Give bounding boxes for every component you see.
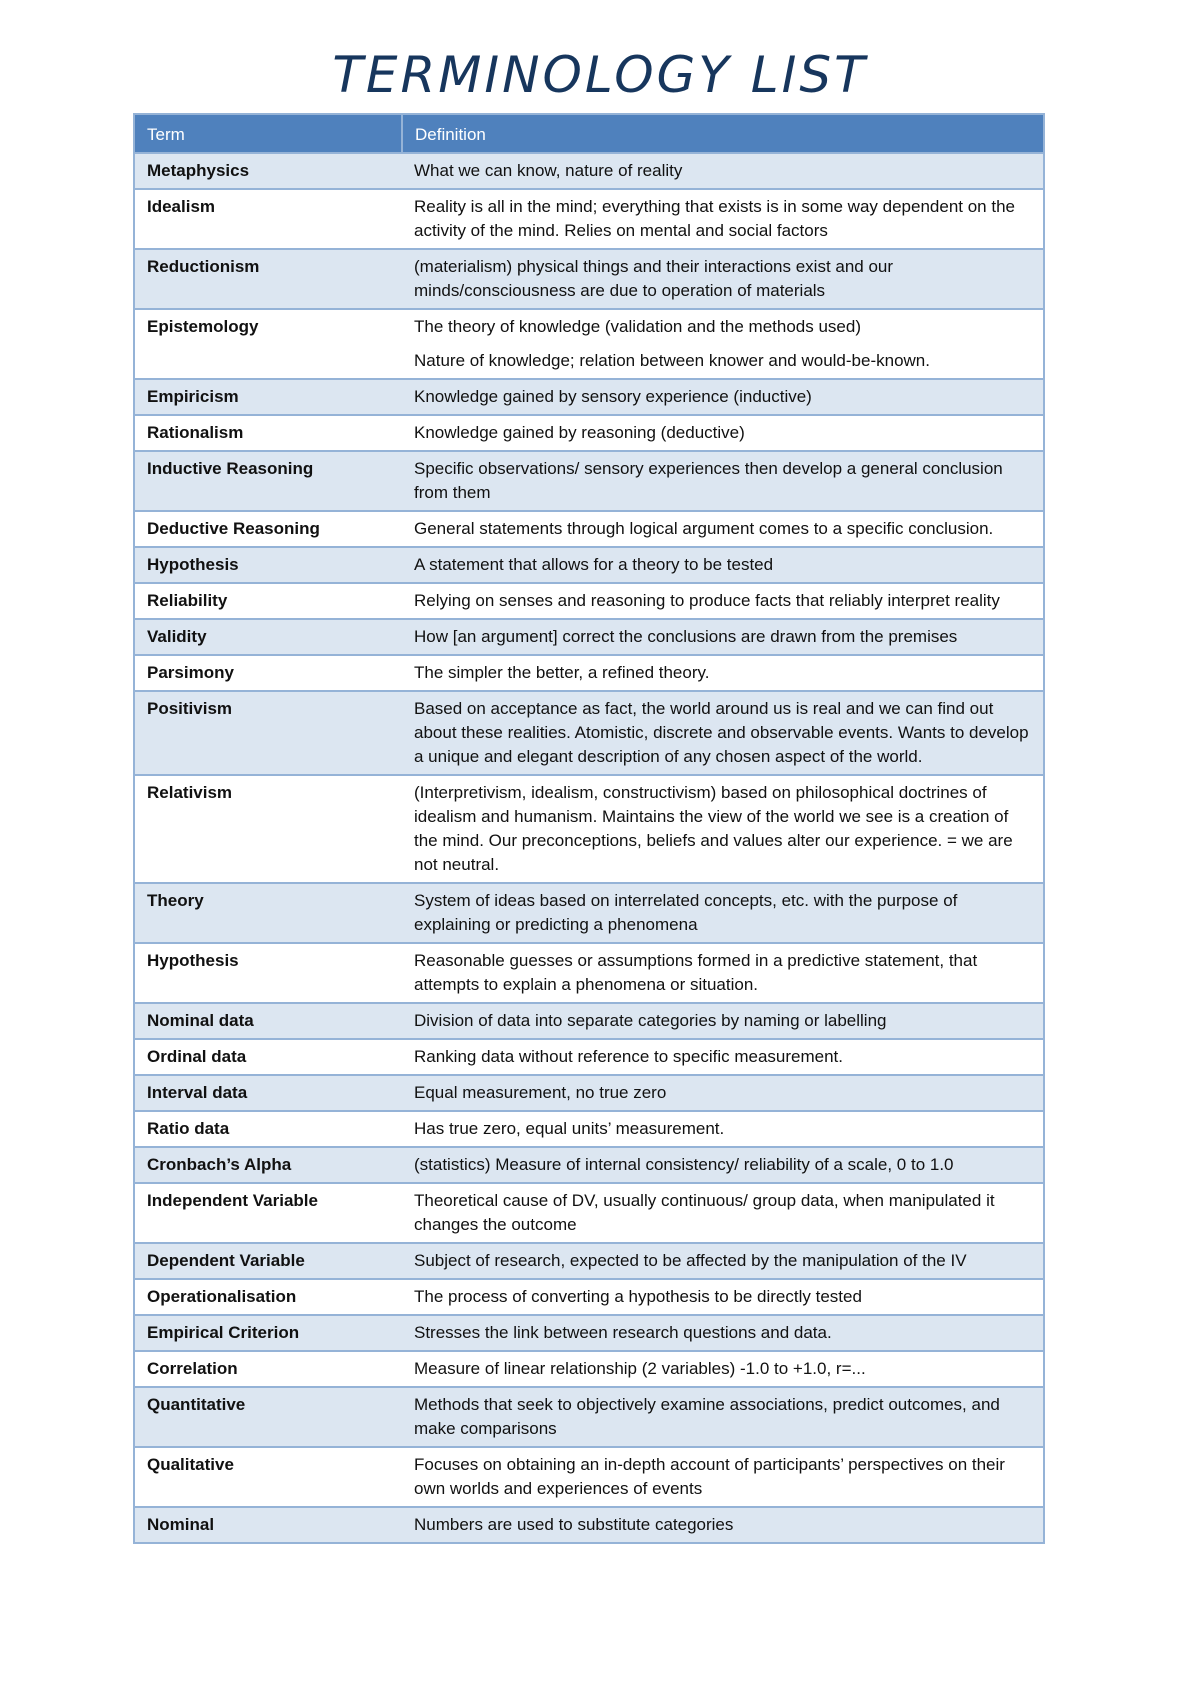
term-cell: Relativism xyxy=(134,775,402,883)
definition-text: The simpler the better, a refined theory. xyxy=(414,663,710,682)
term-cell: Qualitative xyxy=(134,1447,402,1507)
term-cell: Independent Variable xyxy=(134,1183,402,1243)
definition-text: Relying on senses and reasoning to produce facts that reliably interpret reality xyxy=(414,591,1000,610)
definition-cell xyxy=(402,1111,1044,1147)
definition-cell xyxy=(402,1315,1044,1351)
definition-cell xyxy=(402,775,1044,883)
page-title: TERMINOLOGY LIST xyxy=(332,46,868,104)
term-cell: Deductive Reasoning xyxy=(134,511,402,547)
table-row xyxy=(134,619,1044,655)
term-cell: Dependent Variable xyxy=(134,1243,402,1279)
terminology-table xyxy=(133,113,1045,1544)
definition-text: Knowledge gained by reasoning (deductive) xyxy=(414,423,745,442)
table-row xyxy=(134,775,1044,883)
definition-cell xyxy=(402,1447,1044,1507)
term-cell: Parsimony xyxy=(134,655,402,691)
definition-text: Based on acceptance as fact, the world around us is real and we can find out about these realities. Atomistic, discrete and observable events. Wants to develop a unique and elegant description of any chosen aspect of the world. xyxy=(414,699,1029,766)
term-cell: Theory xyxy=(134,883,402,943)
definition-cell xyxy=(402,415,1044,451)
definition-text: Knowledge gained by sensory experience (inductive) xyxy=(414,387,812,406)
term-cell: Metaphysics xyxy=(134,153,402,189)
definition-text: Reality is all in the mind; everything that exists is in some way dependent on the activity of the mind. Relies on mental and social factors xyxy=(414,197,1015,240)
term-cell: Idealism xyxy=(134,189,402,249)
term-cell: Operationalisation xyxy=(134,1279,402,1315)
definition-cell xyxy=(402,451,1044,511)
term-cell: Inductive Reasoning xyxy=(134,451,402,511)
term-cell: Reductionism xyxy=(134,249,402,309)
table-row xyxy=(134,309,1044,379)
definition-cell xyxy=(402,1387,1044,1447)
term-cell: Quantitative xyxy=(134,1387,402,1447)
term-cell: Validity xyxy=(134,619,402,655)
definition-text: Numbers are used to substitute categories xyxy=(414,1515,734,1534)
term-cell: Empirical Criterion xyxy=(134,1315,402,1351)
definition-cell xyxy=(402,1147,1044,1183)
definition-text: Theoretical cause of DV, usually continuous/ group data, when manipulated it changes the outcome xyxy=(414,1191,995,1234)
table-row xyxy=(134,1447,1044,1507)
definition-text: Methods that seek to objectively examine associations, predict outcomes, and make comparisons xyxy=(414,1395,1000,1438)
term-cell: Ordinal data xyxy=(134,1039,402,1075)
column-header-term: Term xyxy=(134,114,402,153)
table-row xyxy=(134,1351,1044,1387)
column-header-definition: Definition xyxy=(402,114,1044,153)
table-row xyxy=(134,1279,1044,1315)
definition-text: Measure of linear relationship (2 variables) -1.0 to +1.0, r=... xyxy=(414,1359,866,1378)
term-cell: Epistemology xyxy=(134,309,402,379)
term-cell: Rationalism xyxy=(134,415,402,451)
definition-cell xyxy=(402,943,1044,1003)
term-cell: Positivism xyxy=(134,691,402,775)
term-cell: Ratio data xyxy=(134,1111,402,1147)
definition-cell xyxy=(402,1279,1044,1315)
term-cell: Nominal xyxy=(134,1507,402,1543)
table-row xyxy=(134,1075,1044,1111)
definition-text: Has true zero, equal units’ measurement. xyxy=(414,1119,725,1138)
term-cell: Correlation xyxy=(134,1351,402,1387)
term-cell: Hypothesis xyxy=(134,547,402,583)
definition-cell xyxy=(402,883,1044,943)
definition-text: Focuses on obtaining an in-depth account of participants’ perspectives on their own worlds and experiences of events xyxy=(414,1455,1005,1498)
table-row xyxy=(134,1243,1044,1279)
definition-cell xyxy=(402,511,1044,547)
term-cell: Cronbach’s Alpha xyxy=(134,1147,402,1183)
definition-text: (materialism) physical things and their interactions exist and our minds/consciousness are due to operation of materials xyxy=(414,257,894,300)
definition-text: The theory of knowledge (validation and the methods used) xyxy=(414,317,861,336)
definition-cell xyxy=(402,189,1044,249)
table-row xyxy=(134,1003,1044,1039)
table-row xyxy=(134,1507,1044,1543)
table-row xyxy=(134,1039,1044,1075)
definition-cell xyxy=(402,249,1044,309)
table-row xyxy=(134,415,1044,451)
table-row xyxy=(134,583,1044,619)
term-cell: Nominal data xyxy=(134,1003,402,1039)
definition-cell xyxy=(402,379,1044,415)
table-row xyxy=(134,655,1044,691)
table-row xyxy=(134,451,1044,511)
definition-cell xyxy=(402,1507,1044,1543)
table-row xyxy=(134,1315,1044,1351)
definition-text: General statements through logical argument comes to a specific conclusion. xyxy=(414,519,994,538)
table-row xyxy=(134,1111,1044,1147)
table-row xyxy=(134,943,1044,1003)
table-row xyxy=(134,1147,1044,1183)
table-row xyxy=(134,883,1044,943)
definition-cell xyxy=(402,1075,1044,1111)
table-row xyxy=(134,691,1044,775)
definition-cell xyxy=(402,691,1044,775)
term-cell: Interval data xyxy=(134,1075,402,1111)
definition-cell xyxy=(402,1183,1044,1243)
table-row xyxy=(134,189,1044,249)
definition-text: A statement that allows for a theory to be tested xyxy=(414,555,774,574)
definition-text: What we can know, nature of reality xyxy=(414,161,683,180)
definition-text: System of ideas based on interrelated concepts, etc. with the purpose of explaining or predicting a phenomena xyxy=(414,891,958,934)
table-row xyxy=(134,1387,1044,1447)
definition-text: Subject of research, expected to be affected by the manipulation of the IV xyxy=(414,1251,967,1270)
definition-cell xyxy=(402,583,1044,619)
table-row xyxy=(134,511,1044,547)
definition-text: (Interpretivism, idealism, constructivism) based on philosophical doctrines of idealism and humanism. Maintains the view of the world we see is a creation of the mind. Our preconceptions, beliefs and values alter our experience. = we are not neutral. xyxy=(414,783,1013,874)
table-row xyxy=(134,153,1044,189)
definition-text: Division of data into separate categories by naming or labelling xyxy=(414,1011,887,1030)
definition-cell xyxy=(402,619,1044,655)
definition-text: (statistics) Measure of internal consistency/ reliability of a scale, 0 to 1.0 xyxy=(414,1155,954,1174)
table-row xyxy=(134,379,1044,415)
term-cell: Reliability xyxy=(134,583,402,619)
definition-text: Stresses the link between research questions and data. xyxy=(414,1323,832,1342)
definition-cell xyxy=(402,1003,1044,1039)
term-cell: Empiricism xyxy=(134,379,402,415)
definition-cell xyxy=(402,1351,1044,1387)
table-header-row xyxy=(134,114,1044,153)
definition-cell xyxy=(402,547,1044,583)
definition-cell xyxy=(402,1039,1044,1075)
definition-text: Ranking data without reference to specific measurement. xyxy=(414,1047,844,1066)
table-row xyxy=(134,1183,1044,1243)
definition-text: Equal measurement, no true zero xyxy=(414,1083,667,1102)
definition-text: The process of converting a hypothesis to be directly tested xyxy=(414,1287,862,1306)
table-body xyxy=(134,153,1044,1543)
definition-text: Nature of knowledge; relation between knower and would-be-known. xyxy=(414,351,930,370)
table-row xyxy=(134,249,1044,309)
definition-text: Reasonable guesses or assumptions formed in a predictive statement, that attempts to explain a phenomena or situation. xyxy=(414,951,978,994)
definition-cell xyxy=(402,1243,1044,1279)
table-row xyxy=(134,547,1044,583)
definition-text: How [an argument] correct the conclusions are drawn from the premises xyxy=(414,627,958,646)
definition-cell xyxy=(402,309,1044,379)
definition-text: Specific observations/ sensory experiences then develop a general conclusion from them xyxy=(414,459,1003,502)
definition-cell xyxy=(402,655,1044,691)
definition-cell xyxy=(402,153,1044,189)
term-cell: Hypothesis xyxy=(134,943,402,1003)
